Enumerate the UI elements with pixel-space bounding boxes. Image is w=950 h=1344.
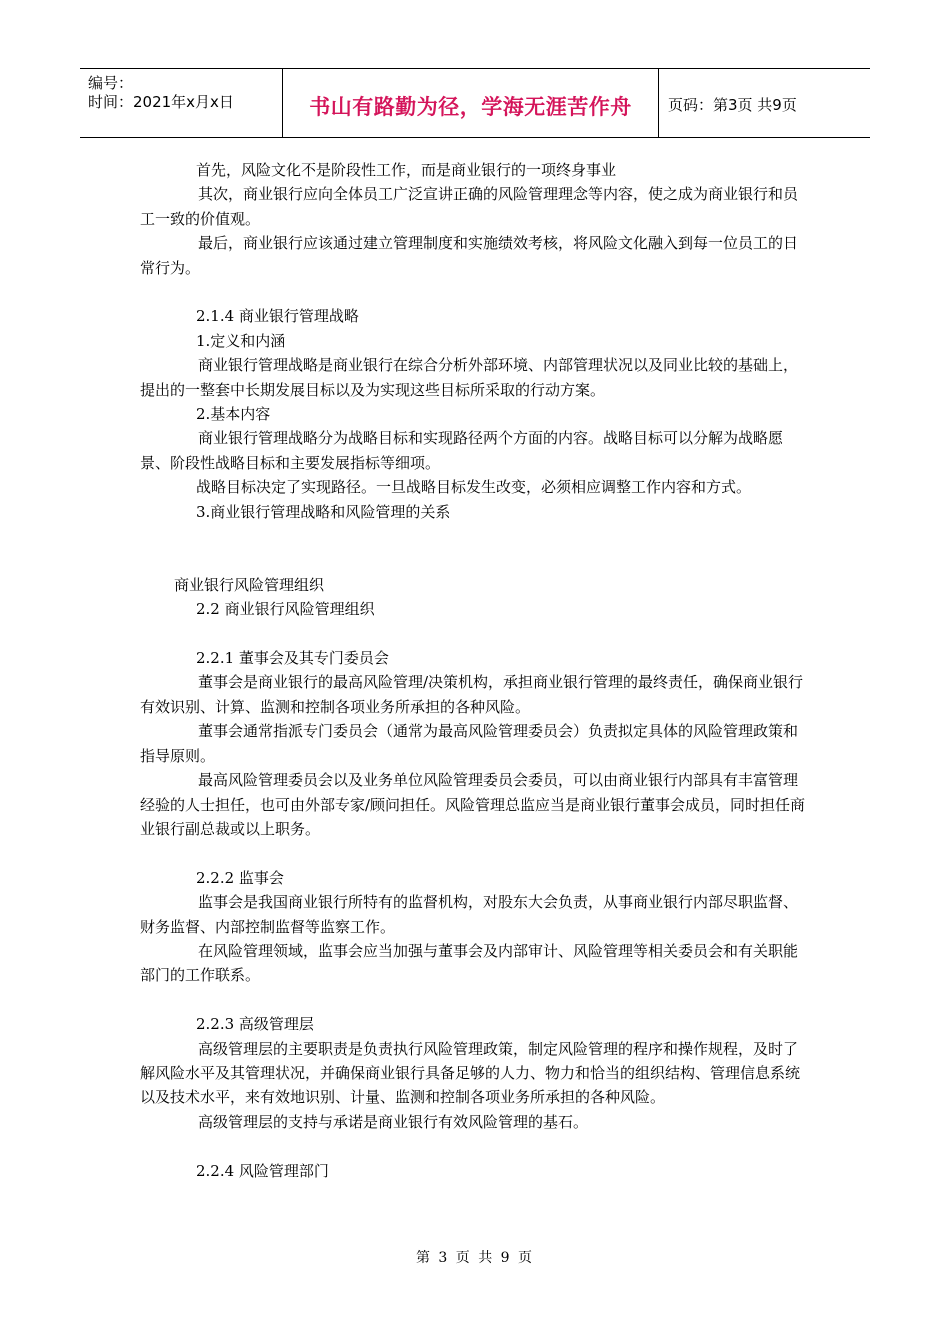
paragraph: 高级管理层的支持与承诺是商业银行有效风险管理的基石。 [198,1112,589,1131]
paragraph: 战略目标决定了实现路径。一旦战略目标发生改变，必须相应调整工作内容和方式。 [196,478,752,497]
paragraph: 在风险管理领域，监事会应当加强与董事会及内部审计、风险管理等相关委员会和有关职能部门的工作联系。 [140,941,799,985]
header-motto-cell [283,69,659,137]
page-footer: 第 3 页 共 9 页 [415,1250,535,1266]
section-heading: 2.1.4 商业银行管理战略 [196,307,359,326]
section-heading: 2.2.1 董事会及其专门委员会 [196,649,389,668]
time-label: 时间：2021年x月x日 [88,93,234,111]
subsection-label: 1.定义和内涵 [196,331,286,350]
section-heading: 2.2 商业银行风险管理组织 [196,600,375,619]
paragraph: 董事会通常指派专门委员会（通常为最高风险管理委员会）负责拟定具体的风险管理政策和指导原则。 [140,722,799,765]
section-heading: 2.2.4 风险管理部门 [196,1161,329,1180]
page-header [80,68,870,138]
paragraph: 最高风险管理委员会以及业务单位风险管理委员会委员，可以由商业银行内部具有丰富管理经验的人士担任，也可由外部专家/顾问担任。风险管理总监应当是商业银行董事会成员，同时担任商业银行副总裁或以上职务。 [140,771,806,838]
page-label: 页码：第3页 共9页 [668,96,797,114]
section-heading: 2.2.2 监事会 [196,868,284,887]
section-heading: 2.2.3 高级管理层 [196,1015,314,1034]
paragraph: 商业银行管理战略是商业银行在综合分析外部环境、内部管理状况以及同业比较的基础上，提出的一整套中长期发展目标以及为实现这些目标所采取的行动方案。 [140,356,799,399]
org-title: 商业银行风险管理组织 [174,575,325,594]
paragraph: 高级管理层的主要职责是负责执行风险管理政策，制定风险管理的程序和操作规程，及时了解风险水平及其管理状况，并确保商业银行具备足够的人力、物力和恰当的组织结构、管理信息系统以及技术水平，来有效地识别、计量、监测和控制各项业务所承担的各种风险。 [140,1039,801,1107]
paragraph: 最后，商业银行应该通过建立管理制度和实施绩效考核，将风险文化融入到每一位员工的日常行为。 [140,234,799,277]
subsection-label: 3.商业银行管理战略和风险管理的关系 [196,502,451,521]
paragraph: 董事会是商业银行的最高风险管理/决策机构，承担商业银行管理的最终责任，确保商业银行有效识别、计算、监测和控制各项业务所承担的各种风险。 [140,673,804,716]
paragraph: 监事会是我国商业银行所特有的监督机构，对股东大会负责，从事商业银行内部尽职监督、财务监督、内部控制监督等监察工作。 [140,893,799,936]
number-label: 编号： [88,74,134,92]
paragraph: 首先，风险文化不是阶段性工作，而是商业银行的一项终身事业 [196,161,617,179]
document-body [140,158,810,1183]
header-page-cell [658,69,870,137]
header-meta [80,69,283,137]
paragraph: 其次，商业银行应向全体员工广泛宣讲正确的风险管理理念等内容，使之成为商业银行和员工一致的价值观。 [140,185,799,228]
paragraph: 商业银行管理战略分为战略目标和实现路径两个方面的内容。战略目标可以分解为战略愿景、阶段性战略目标和主要发展指标等细项。 [140,429,784,472]
motto: 书山有路勤为径，学海无涯苦作舟 [309,95,632,119]
subsection-label: 2.基本内容 [196,405,271,424]
